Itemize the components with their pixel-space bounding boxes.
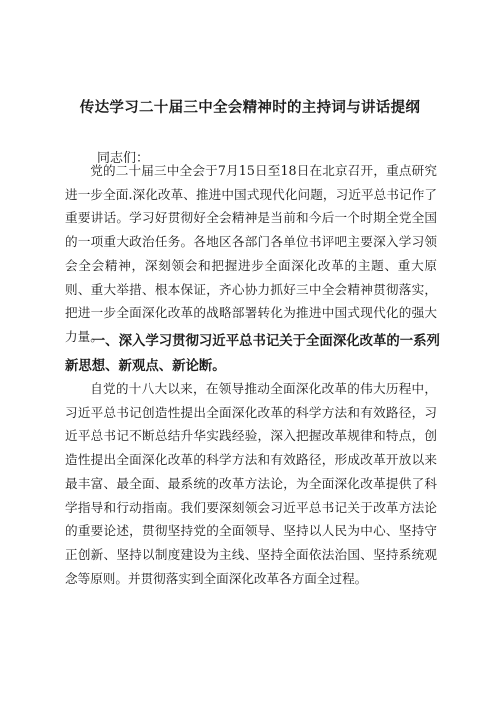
section-heading-1: 一、深入学习贯彻习近平总书记关于全面深化改革的一系列新思想、新观点、新论断。 bbox=[65, 334, 440, 374]
document-title: 传达学习二十届三中全会精神时的主持词与讲话提纲 bbox=[79, 100, 421, 116]
paragraph-section-1: 自党的十八大以来，在领导推动全面深化改革的伟大历程中，习近平总书记创造性提出全面深化改革的科学方法和有效路径，习近平总书记不断总结升华实践经验，深入把握改革规律和特点，创造性提出全面深化改革的科学方法和有效路径，形成改革开放以来最丰富、最全面、最系统的改革方法论，为全面深化改革提供了科学指导和行动指南。我们要深刻领会习近平总书记关于改革方法论的重要论述，贯彻坚持党的全面领导、坚持以人民为中心、坚持守正创新、坚持以制度建设为主线、坚持全面依法治国、坚持系统观念等原则。并贯彻落实到全面深化改革各方面全过程。 bbox=[65, 381, 437, 586]
salutation: 同志们： bbox=[97, 151, 150, 166]
paragraph-intro: 党的二十届三中全会于7月15日至18日在北京召开，重点研究进一步全面.深化改革、推进中国式现代化问题，习近平总书记作了重要讲话。学习好贯彻好全会精神是当前和今后一个时期全党全国的一项重大政治任务。各地区各部门各单位书评吧主要深入学习领会全会精神，深刻领会和把握进步全面深化改革的主题、重大原则、重大举措、根本保证，齐心协力抓好三中全会精神贯彻落实，把进一步全面深化改革的战略部署转化为推进中国式现代化的强大力量。 bbox=[65, 163, 437, 344]
